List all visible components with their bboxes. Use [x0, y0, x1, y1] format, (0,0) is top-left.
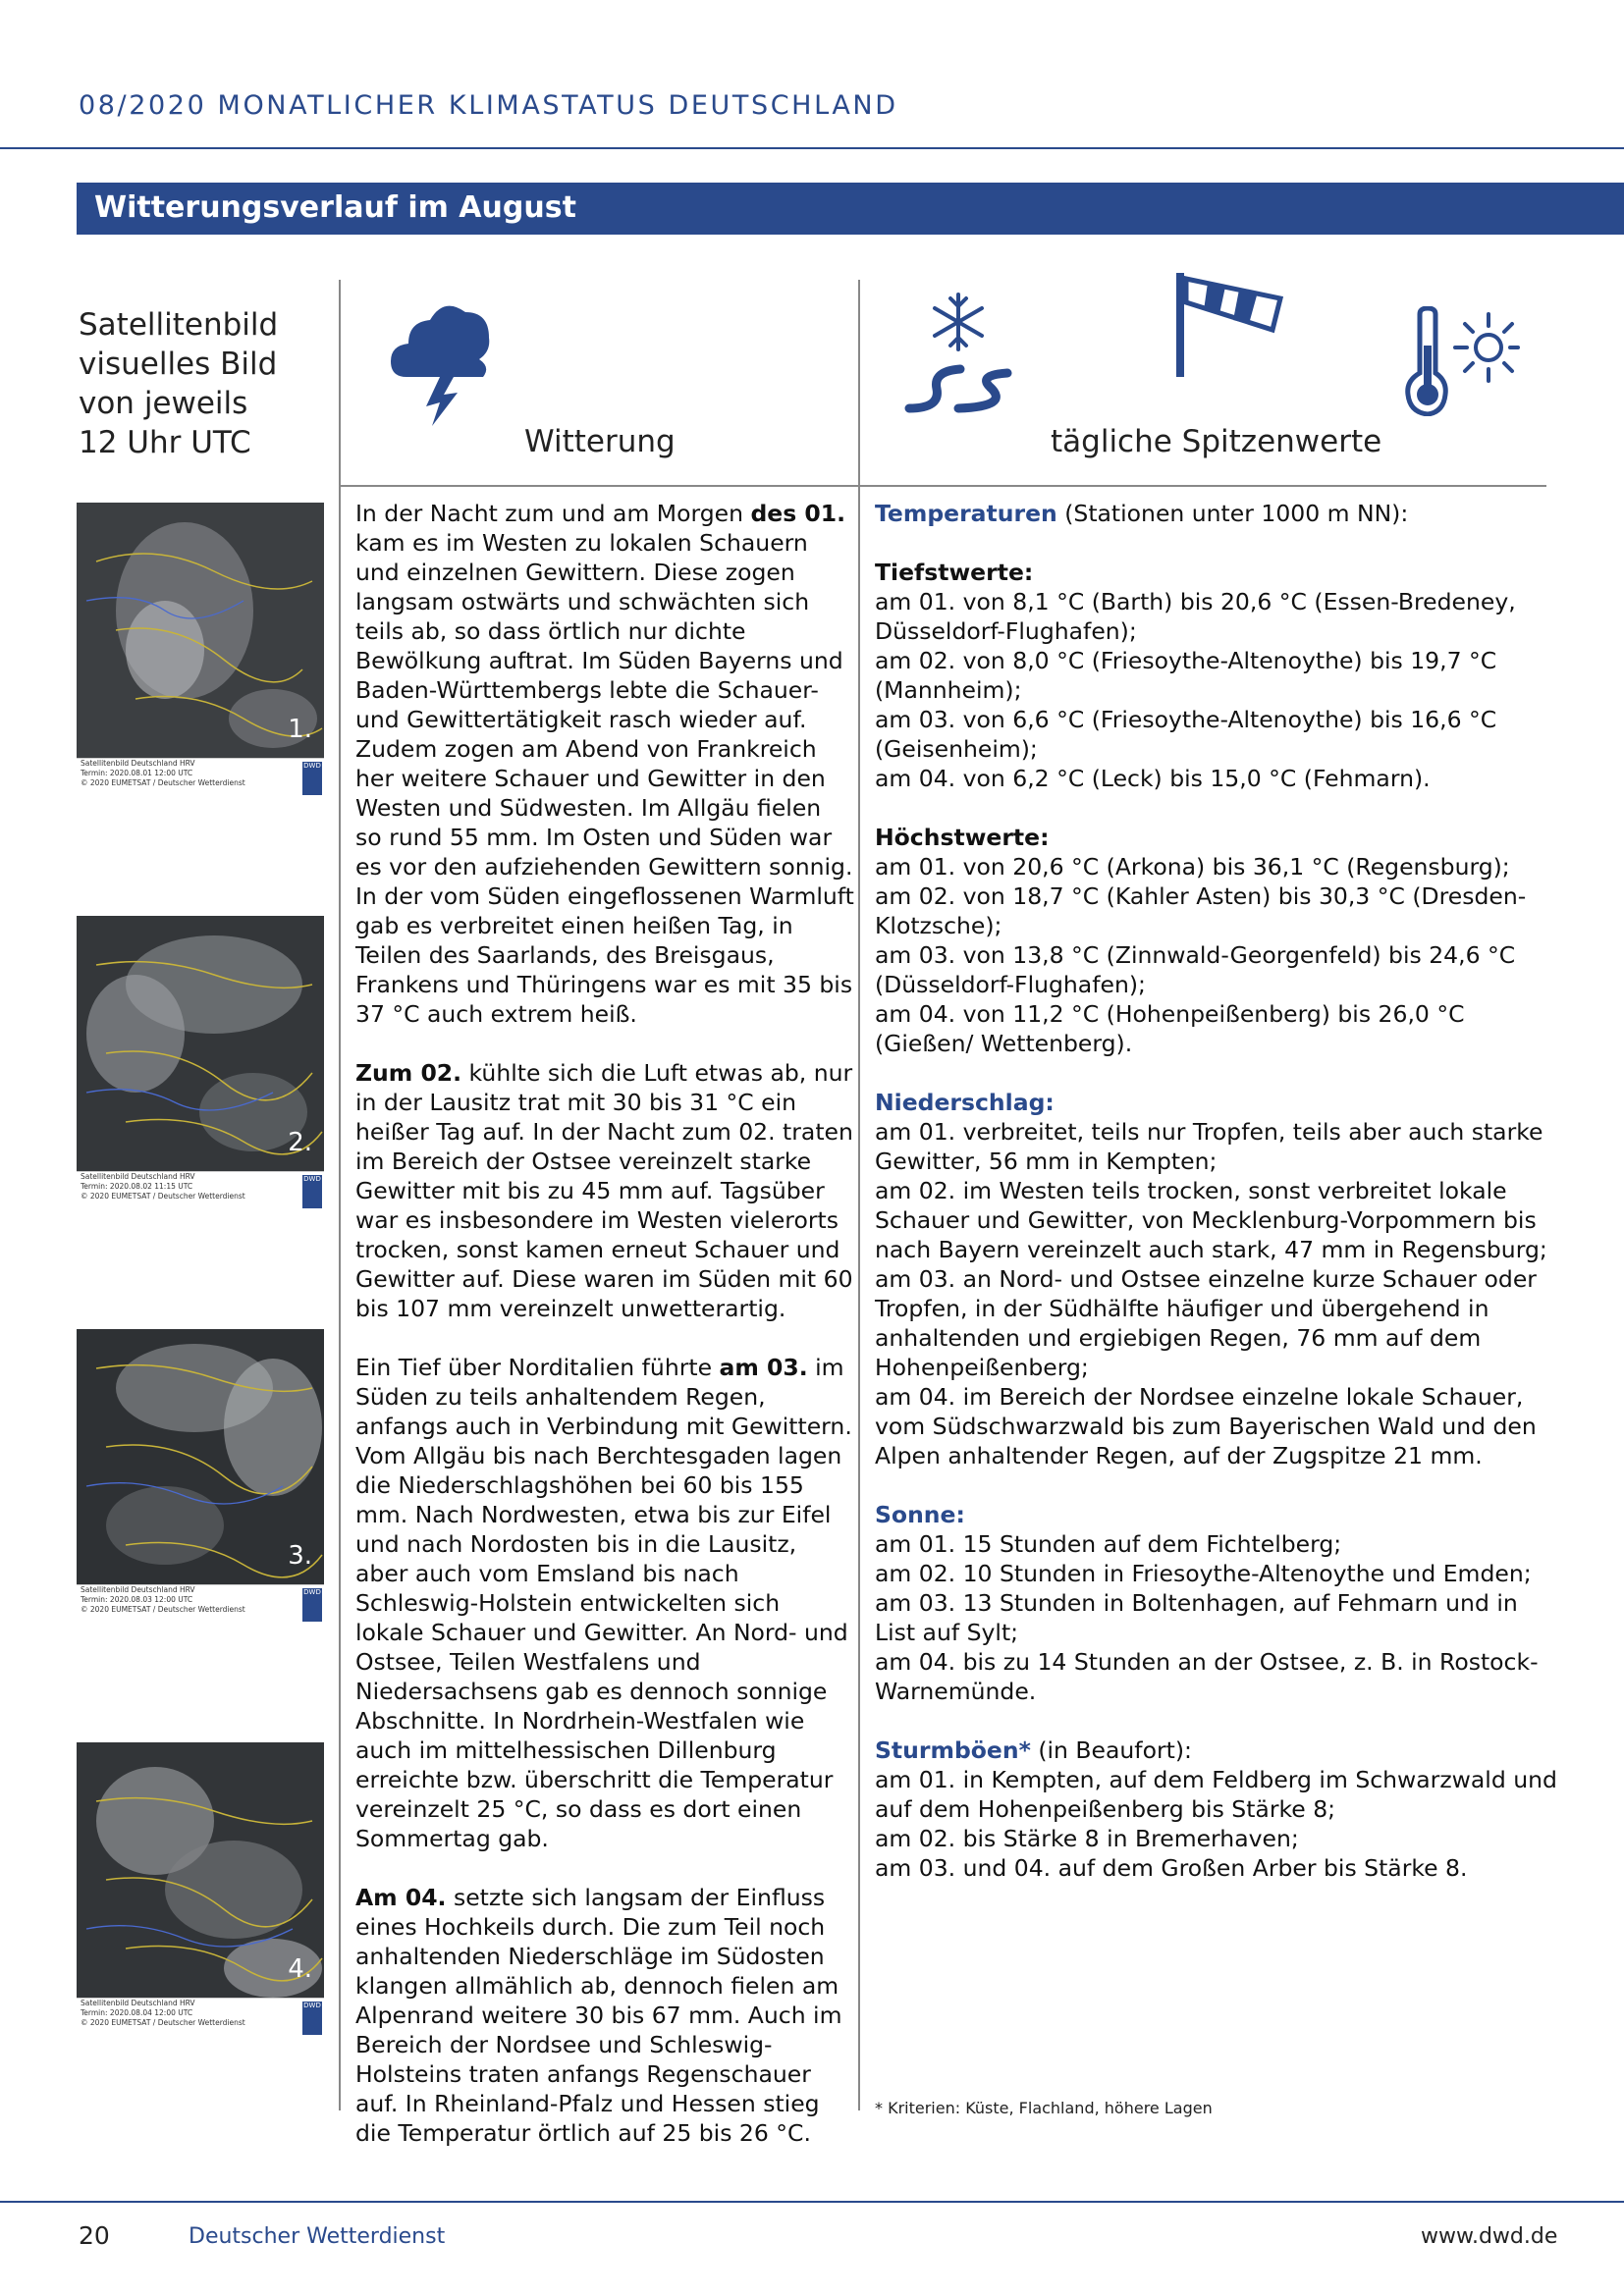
sat-label-line: 12 Uhr UTC [79, 425, 251, 460]
satellite-number: 3. [288, 1541, 312, 1571]
page-number: 20 [79, 2221, 110, 2250]
temperature-note: (Stationen unter 1000 m NN): [1056, 500, 1409, 527]
thermometer-sun-icon [1400, 306, 1520, 416]
column-divider-2-top [858, 280, 860, 491]
day-label: des 01. [750, 500, 846, 527]
day-label: Am 04. [355, 1884, 447, 1911]
max-temperature-block [875, 823, 1562, 1058]
list-item: am 02. 10 Stunden in Friesoythe-Altenoythe und Emden; [875, 1560, 1532, 1587]
satellite-map-3 [77, 1329, 324, 1585]
column-divider-1 [339, 280, 341, 2110]
satellite-map-2 [77, 916, 324, 1172]
caption-line: Satellitenbild Deutschland HRV [81, 1585, 195, 1594]
caption-line: © 2020 EUMETSAT / Deutscher Wetterdienst [81, 2018, 245, 2027]
satellite-map-4 [77, 1742, 324, 1999]
weather-paragraph-day-3 [355, 1353, 854, 1853]
list-item: am 03. und 04. auf dem Großen Arber bis Stärke 8. [875, 1854, 1468, 1882]
weather-paragraph-day-2 [355, 1058, 854, 1323]
weather-paragraph-day-1 [355, 499, 854, 1029]
caption-line: © 2020 EUMETSAT / Deutscher Wetterdienst [81, 1192, 245, 1201]
sat-label-line: von jeweils [79, 386, 248, 421]
list-item: am 02. im Westen teils trocken, sonst verbreitet lokale Schauer und Gewitter, von Mecklenburg-Vorpommern bis nach Bayern vereinzelt auch stark, 47 mm in Regensburg; [875, 1177, 1547, 1263]
dwd-logo: DWD [302, 1588, 322, 1622]
satellite-image-1 [77, 503, 324, 799]
satellite-image-2 [77, 916, 324, 1212]
caption-line: © 2020 EUMETSAT / Deutscher Wetterdienst [81, 778, 245, 787]
dwd-logo: DWD [302, 762, 322, 795]
list-item: am 02. von 18,7 °C (Kahler Asten) bis 30,3 °C (Dresden-Klotzsche); [875, 882, 1527, 939]
sat-label-line: Satellitenbild [79, 307, 279, 343]
list-item: am 01. 15 Stunden auf dem Fichtelberg; [875, 1530, 1342, 1558]
section-title: Witterungsverlauf im August [94, 190, 576, 225]
list-item: am 03. von 13,8 °C (Zinnwald-Georgenfeld) bis 24,6 °C (Düsseldorf-Flughafen); [875, 941, 1516, 998]
max-heading: Höchstwerte: [875, 824, 1050, 851]
thunderstorm-cloud-icon [389, 291, 493, 426]
footnote: * Kriterien: Küste, Flachland, höhere Lagen [875, 2099, 1213, 2117]
caption-line: Satellitenbild Deutschland HRV [81, 1172, 195, 1181]
caption-line: Termin: 2020.08.01 12:00 UTC [81, 769, 193, 777]
satellite-caption [77, 1998, 324, 2039]
gusts-note: (in Beaufort): [1030, 1736, 1192, 1764]
caption-line: © 2020 EUMETSAT / Deutscher Wetterdienst [81, 1605, 245, 1614]
daily-peak-values [875, 499, 1562, 1912]
dwd-logo: DWD [302, 2002, 322, 2035]
sunshine-heading: Sonne: [875, 1501, 965, 1528]
list-item: am 01. in Kempten, auf dem Feldberg im Schwarzwald und auf dem Hohenpeißenberg bis Stärke 8; [875, 1766, 1557, 1823]
header-rule [0, 147, 1624, 149]
day-label: Zum 02. [355, 1059, 462, 1087]
list-item: am 04. von 6,2 °C (Leck) bis 15,0 °C (Fehmarn). [875, 765, 1431, 792]
dwd-logo: DWD [302, 1175, 322, 1208]
list-item: am 04. bis zu 14 Stunden an der Ostsee, z. B. in Rostock-Warnemünde. [875, 1648, 1539, 1705]
sat-label-line: visuelles Bild [79, 347, 278, 382]
caption-line: Satellitenbild Deutschland HRV [81, 759, 195, 768]
text-run: kam es im Westen zu lokalen Schauern und einzelnen Gewittern. Diese zogen langsam ostwärts und schwächten sich teils ab, so dass örtlich nur dichte Bewölkung auftrat. Im Süden Bayerns und Baden-Württembergs lebte die Schauer- und Gewittertätigkeit rasch wieder auf. Zudem zogen am Abend von Frankreich her weitere Schauer und Gewitter in den Westen und Südwesten. Im Allgäu fielen so rund 55 mm. Im Osten und Süden war es vor den aufziehenden Gewittern sonnig. In der vom Süden eingeflossenen Warmluft gab es verbreitet einen heißen Tag, in Teilen des Saarlands, des Breisgaus, Frankens und Thüringens war es mit 35 bis 37 °C auch extrem heiß. [355, 529, 854, 1028]
list-item: am 04. im Bereich der Nordsee einzelne lokale Schauer, vom Südschwarzwald bis zum Bayerischen Wald und den Alpen anhaltender Regen, auf der Zugspitze 21 mm. [875, 1383, 1537, 1469]
list-item: am 02. von 8,0 °C (Friesoythe-Altenoythe) bis 19,7 °C (Mannheim); [875, 647, 1497, 704]
list-item: am 01. von 20,6 °C (Arkona) bis 36,1 °C (Regensburg); [875, 853, 1510, 881]
list-item: am 01. verbreitet, teils nur Tropfen, teils aber auch starke Gewitter, 56 mm in Kempten; [875, 1118, 1543, 1175]
day-label: am 03. [719, 1354, 808, 1381]
temperature-intro [875, 499, 1562, 528]
footer-rule [0, 2201, 1624, 2203]
organization-name: Deutscher Wetterdienst [189, 2224, 446, 2249]
website-link[interactable]: www.dwd.de [1421, 2224, 1558, 2249]
list-item: am 03. 13 Stunden in Boltenhagen, auf Fehmarn und in List auf Sylt; [875, 1589, 1518, 1646]
min-heading: Tiefstwerte: [875, 559, 1034, 586]
list-item: am 03. an Nord- und Ostsee einzelne kurze Schauer oder Tropfen, in der Südhälfte häufiger und übergehend in anhaltenden und ergiebigen Regen, 76 mm auf dem Hohenpeißenberg; [875, 1265, 1537, 1381]
gusts-block [875, 1735, 1562, 1883]
text-run: kühlte sich die Luft etwas ab, nur in der Lausitz trat mit 30 bis 31 °C ein heißer Tag auf. In der Nacht zum 02. traten im Bereich der Ostsee vereinzelt starke Gewitter mit bis zu 45 mm auf. Tagsüber war es insbesondere im Westen vielerorts trocken, sonst kamen erneut Schauer und Gewitter auf. Diese waren im Süden mit 60 bis 107 mm vereinzelt unwetterartig. [355, 1059, 853, 1322]
precipitation-block [875, 1088, 1562, 1470]
satellite-image-4 [77, 1742, 324, 2039]
weather-paragraph-day-4 [355, 1883, 854, 2148]
weather-description [355, 499, 854, 2177]
text-run: im Süden zu teils anhaltendem Regen, anfangs auch in Verbindung mit Gewittern. Vom Allgäu bis nach Berchtesgaden lagen die Niederschlagshöhen bei 60 bis 155 mm. Nach Nordwesten, etwa bis zur Eifel und nach Nordosten bis in die Lausitz, aber auch vom Emsland bis nach Schleswig-Holstein entwickelten sich lokale Schauer und Gewitter. An Nord- und Ostsee, Teilen Westfalens und Niedersachsens gab es dennoch sonnige Abschnitte. In Nordrhein-Westfalen wie auch im mittelhessischen Dillenburg erreichte bzw. überschritt die Temperatur vereinzelt 25 °C, so dass es dort einen Sommertag gab. [355, 1354, 852, 1852]
weather-column-title: Witterung [524, 424, 676, 459]
precipitation-heading: Niederschlag: [875, 1089, 1055, 1116]
report-header-title: 08/2020 MONATLICHER KLIMASTATUS DEUTSCHLAND [79, 90, 898, 121]
satellite-number: 2. [288, 1128, 312, 1157]
satellite-caption [77, 1171, 324, 1212]
satellite-caption [77, 1584, 324, 1626]
column-divider-2 [858, 491, 860, 2110]
peaks-column-title: tägliche Spitzenwerte [1051, 424, 1382, 459]
list-item: am 04. von 11,2 °C (Hohenpeißenberg) bis 26,0 °C (Gießen/ Wettenberg). [875, 1000, 1465, 1057]
caption-line: Satellitenbild Deutschland HRV [81, 1999, 195, 2007]
caption-line: Termin: 2020.08.03 12:00 UTC [81, 1595, 193, 1604]
satellite-caption [77, 758, 324, 799]
text-run: In der Nacht zum und am Morgen [355, 500, 751, 527]
list-item: am 01. von 8,1 °C (Barth) bis 20,6 °C (Essen-Bredeney, Düsseldorf-Flughafen); [875, 588, 1516, 645]
min-temperature-block [875, 558, 1562, 793]
windsock-icon [1174, 269, 1286, 379]
gusts-heading: Sturmböen* [875, 1736, 1031, 1764]
list-item: am 02. bis Stärke 8 in Bremerhaven; [875, 1825, 1299, 1852]
list-item: am 03. von 6,6 °C (Friesoythe-Altenoythe) bis 16,6 °C (Geisenheim); [875, 706, 1497, 763]
caption-line: Termin: 2020.08.02 11:15 UTC [81, 1182, 193, 1191]
satellite-number: 1. [288, 715, 312, 744]
snowflake-slippery-road-icon [901, 291, 1017, 414]
satellite-map-1 [77, 503, 324, 759]
text-run: Ein Tief über Norditalien führte [355, 1354, 720, 1381]
text-run: setzte sich langsam der Einfluss eines Hochkeils durch. Die zum Teil noch anhaltenden Niederschläge im Südosten klangen allmählich ab, dennoch fielen am Alpenrand weitere 30 bis 67 mm. Auch im Bereich der Nordsee und Schleswig-Holsteins traten anfangs Regenschauer auf. In Rheinland-Pfalz und Hessen stieg die Temperatur örtlich auf 25 bis 26 °C. [355, 1884, 842, 2147]
satellite-image-3 [77, 1329, 324, 1626]
sunshine-block [875, 1500, 1562, 1706]
satellite-number: 4. [288, 1954, 312, 1984]
temperature-heading: Temperaturen [875, 500, 1057, 527]
satellite-column-label [79, 305, 278, 462]
caption-line: Termin: 2020.08.04 12:00 UTC [81, 2008, 193, 2017]
header-row-rule [339, 485, 1546, 487]
